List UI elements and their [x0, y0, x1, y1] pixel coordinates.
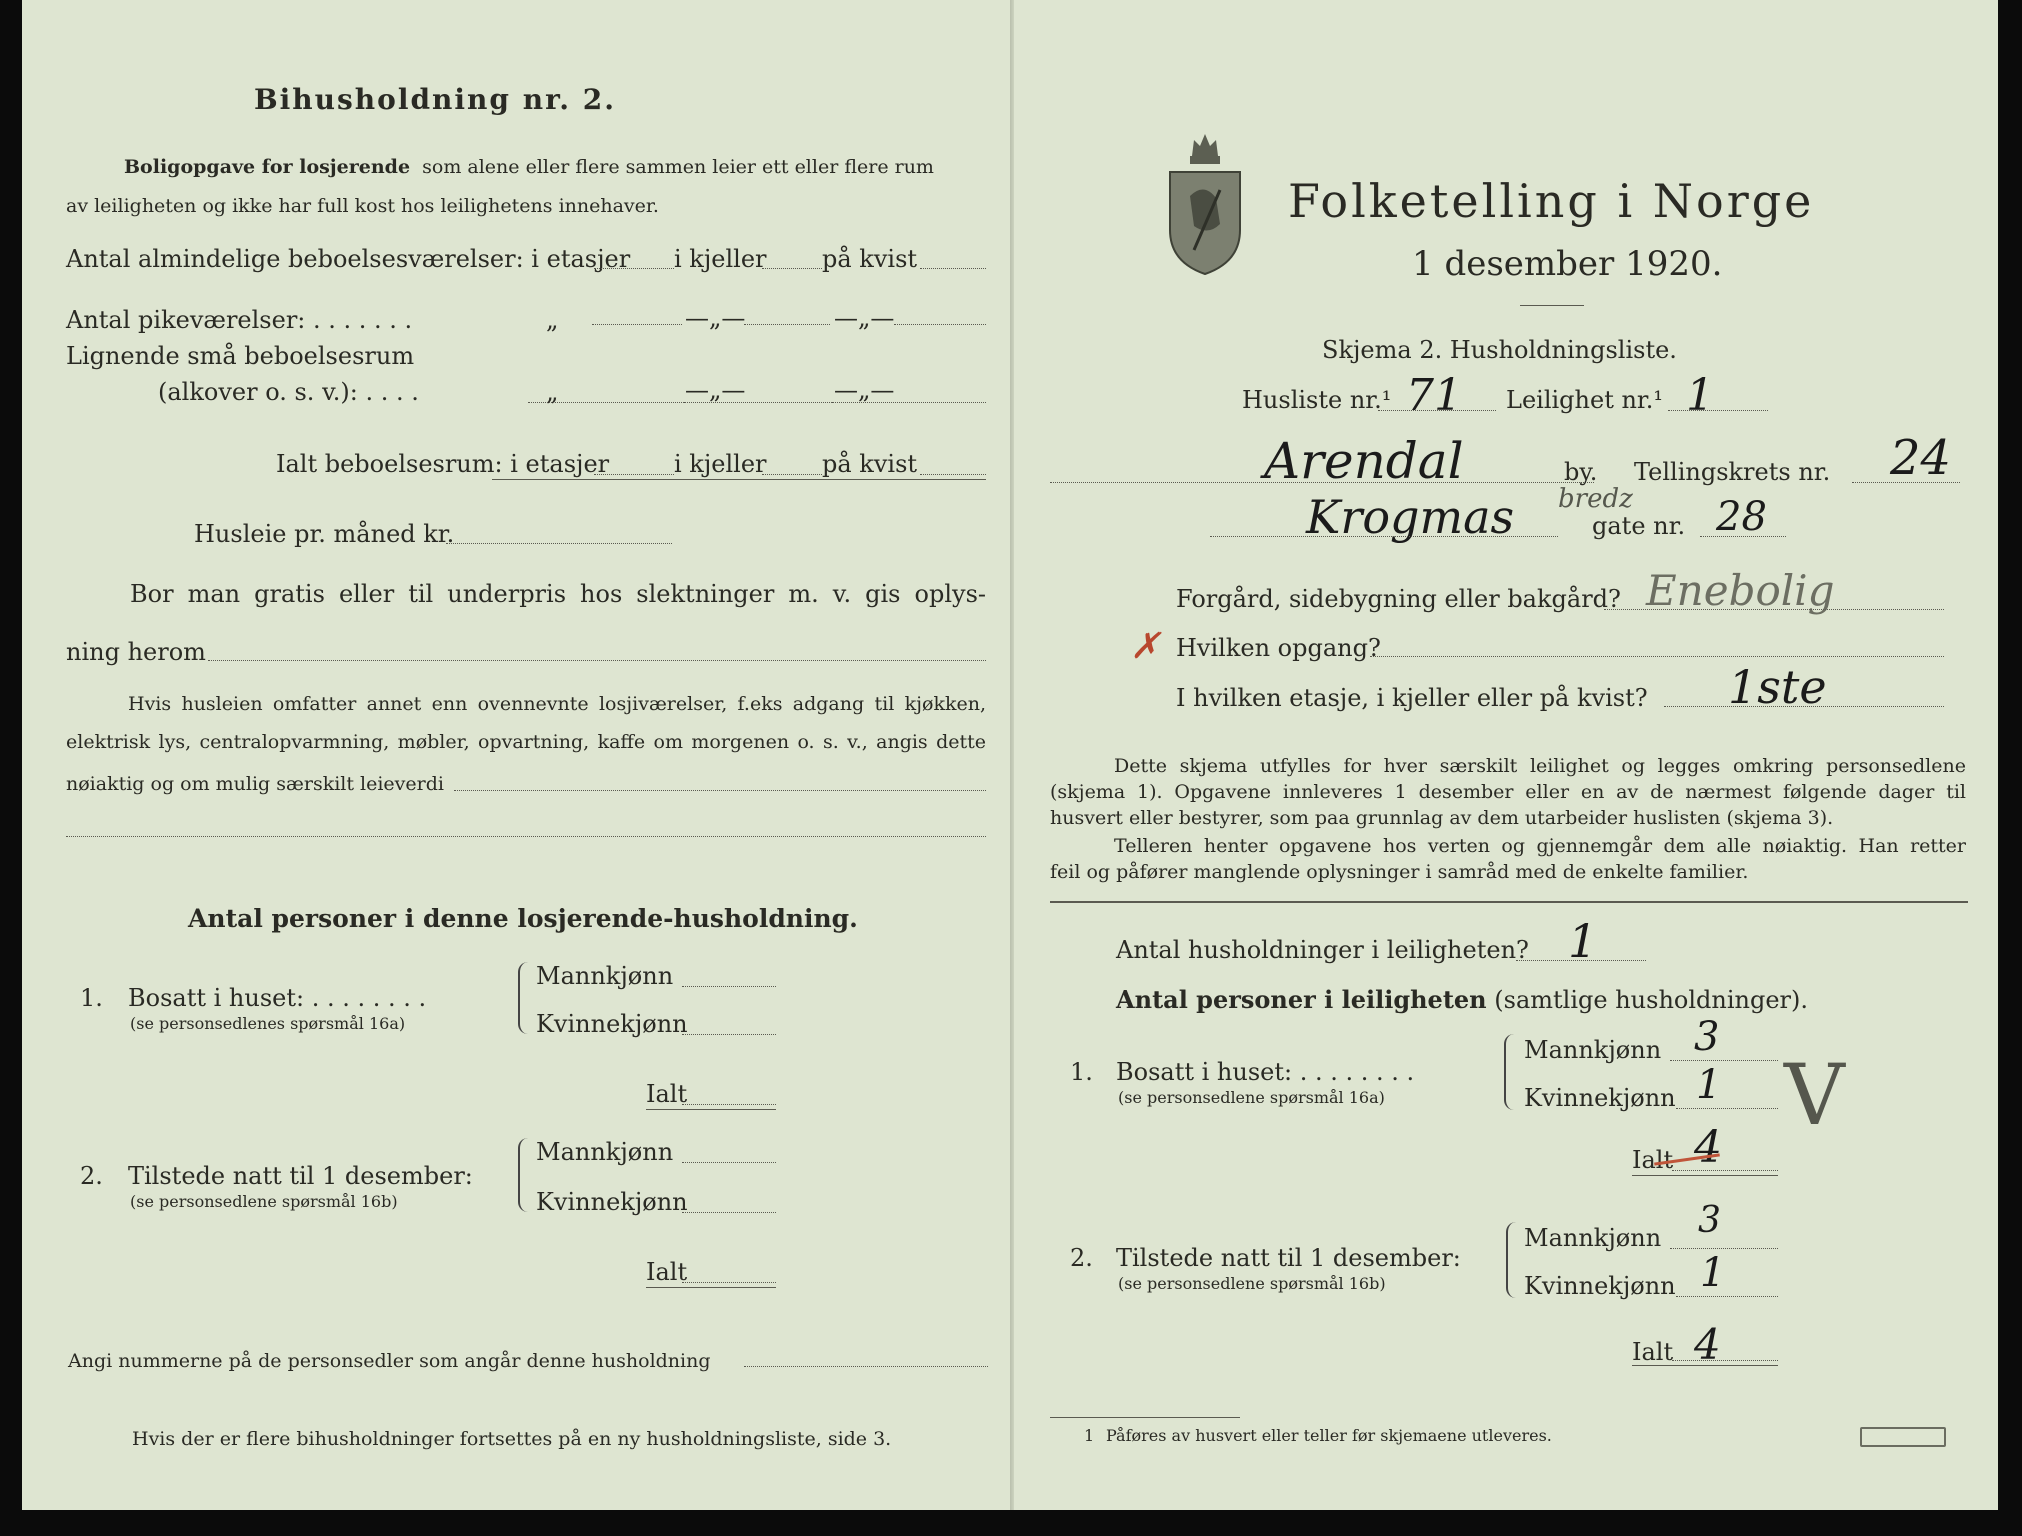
krets-value: 24: [1890, 430, 1952, 486]
lignende-etasjer-field[interactable]: [528, 402, 684, 403]
r-q1-mann-field[interactable]: [1670, 1060, 1778, 1061]
by-value: Arendal: [1264, 432, 1464, 490]
r-q2-kvinne-field[interactable]: [1676, 1296, 1778, 1297]
note-line3: nøiaktig og om mulig særskilt leieverdi: [66, 773, 444, 795]
krets-field[interactable]: [1852, 482, 1960, 483]
q2-brace: [518, 1138, 528, 1212]
r-q1-ialt-underline: [1632, 1175, 1778, 1176]
q1-num: 1.: [80, 984, 103, 1012]
opgang-label: Hvilken opgang?: [1176, 634, 1381, 662]
ialt-etasjer-field[interactable]: [594, 474, 674, 475]
r-q2-kvinne-label: Kvinnekjønn: [1524, 1272, 1676, 1300]
q1-label: Bosatt i huset: . . . . . . . .: [128, 984, 427, 1012]
gratis-line2: ning herom: [66, 638, 206, 666]
r-q2-label: Tilstede natt til 1 desember:: [1116, 1244, 1461, 1272]
q1-ialt-underline: [646, 1109, 776, 1110]
opgang-field[interactable]: [1370, 656, 1944, 657]
r-q2-ialt-field[interactable]: [1672, 1360, 1778, 1361]
q2-label: Tilstede natt til 1 desember:: [128, 1162, 473, 1190]
intro-bold: Boligopgave for losjerende: [124, 156, 411, 178]
intro-rest: som alene eller flere sammen leier ett eller flere rum: [422, 156, 934, 178]
title-rule: [1520, 305, 1584, 306]
pike-ditto-2: —„—: [685, 304, 746, 332]
leilighet-label: Leilighet nr.¹: [1506, 386, 1664, 414]
persons-heading-right: [1116, 986, 1808, 1014]
q1-mann-field[interactable]: [682, 986, 776, 987]
ialt-kvist-label: på kvist: [822, 450, 918, 478]
ialt-kvist-field[interactable]: [920, 474, 986, 475]
krets-label: Tellingskrets nr.: [1634, 458, 1831, 486]
gate-nr-field[interactable]: [1700, 536, 1786, 537]
persons-heading-rest: (samtlige husholdninger).: [1494, 986, 1809, 1014]
intro-line2: av leiligheten og ikke har full kost hos leilighetens innehaver.: [66, 195, 659, 217]
rooms-kvist-field[interactable]: [920, 268, 986, 269]
hush-label: Antal husholdninger i leiligheten?: [1116, 936, 1529, 964]
info-line4: Telleren henter opgavene hos verten og gjennemgår dem alle nøiaktig. Han retter: [1114, 835, 1966, 857]
persons-heading-bold: Antal personer i leiligheten: [1116, 985, 1487, 1014]
forgard-field[interactable]: [1604, 609, 1944, 610]
info-line2: (skjema 1). Opgavene innleveres 1 desember eller en av de nærmest følgende dager til: [1050, 781, 1966, 803]
r-q1-num: 1.: [1070, 1058, 1093, 1086]
lignende-line1: Lignende små beboelsesrum: [66, 342, 415, 370]
census-date: 1 desember 1920.: [1412, 244, 1723, 284]
hush-field[interactable]: [1516, 960, 1646, 961]
r-q1-mann-label: Mannkjønn: [1524, 1036, 1662, 1064]
forgard-label: Forgård, sidebygning eller bakgård?: [1176, 585, 1621, 613]
q1-brace: [518, 962, 528, 1034]
norway-coat-of-arms-icon: [1164, 126, 1246, 276]
ialt-kjeller-label: i kjeller: [674, 450, 767, 478]
printer-stamp: [1860, 1427, 1946, 1447]
husleie-label: Husleie pr. måned kr.: [194, 520, 455, 548]
r-q2-ialt-underline: [1632, 1365, 1778, 1366]
lignende-ditto-2: —„—: [685, 376, 746, 404]
etasje-field[interactable]: [1664, 706, 1944, 707]
rooms-kvist-label: på kvist: [822, 245, 918, 273]
r-q1-kvinne-field[interactable]: [1676, 1108, 1778, 1109]
r-q2-sub: (se personsedlene spørsmål 16b): [1118, 1274, 1386, 1293]
q2-mann-field[interactable]: [682, 1162, 776, 1163]
rooms-kjeller-label: i kjeller: [674, 245, 767, 273]
lignende-ditto-3: —„—: [834, 376, 895, 404]
q1-kvinne-field[interactable]: [682, 1034, 776, 1035]
forgard-value: Enebolig: [1646, 566, 1835, 615]
footnote-rule: [1050, 1417, 1240, 1418]
q1-ialt-label: Ialt: [646, 1080, 688, 1108]
left-page: [22, 0, 1012, 1510]
persons-heading: Antal personer i denne losjerende-husholdning.: [188, 904, 858, 933]
etasje-label: I hvilken etasje, i kjeller eller på kvist?: [1176, 684, 1648, 712]
q2-mann-label: Mannkjønn: [536, 1138, 674, 1166]
opgang-mark: ✗: [1130, 626, 1161, 667]
info-line1: Dette skjema utfylles for hver særskilt leilighet og legges omkring personsedlene: [1114, 755, 1966, 777]
r-q2-ialt-value: 4: [1694, 1320, 1721, 1369]
r-q2-num: 2.: [1070, 1244, 1093, 1272]
pike-kjeller-field[interactable]: [744, 324, 830, 325]
husliste-field[interactable]: [1378, 410, 1496, 411]
check-mark: V: [1784, 1046, 1845, 1144]
pike-ditto-1: „: [546, 306, 559, 334]
skjema-label: Skjema 2. Husholdningsliste.: [1322, 336, 1677, 364]
gate-nr-value: 28: [1716, 494, 1767, 540]
lignende-kvist-field[interactable]: [832, 402, 986, 403]
q2-kvinne-label: Kvinnekjønn: [536, 1188, 688, 1216]
r-q1-brace: [1504, 1034, 1514, 1110]
husliste-value: 71: [1406, 370, 1462, 421]
ialt-kjeller-field[interactable]: [762, 474, 822, 475]
pike-label: Antal pikeværelser: . . . . . . .: [66, 306, 413, 334]
note-field-1[interactable]: [454, 790, 986, 791]
gate-label: gate nr.: [1592, 512, 1686, 540]
note-field-2[interactable]: [66, 836, 986, 837]
lignende-ditto-1: „: [546, 378, 559, 406]
intro-text: [124, 155, 934, 179]
q2-ialt-field[interactable]: [682, 1282, 776, 1283]
husleie-field[interactable]: [446, 543, 672, 544]
r-q1-ialt-value: 4: [1694, 1122, 1722, 1173]
gate-value: Krogmas: [1306, 490, 1515, 544]
bihusholdning-title: Bihusholdning nr. 2.: [254, 83, 616, 116]
r-q1-ialt-field[interactable]: [1672, 1170, 1778, 1171]
r-q2-brace: [1506, 1222, 1516, 1298]
gratis-line1: Bor man gratis eller til underpris hos slektninger m. v. gis oplys-: [130, 580, 986, 608]
q1-mann-label: Mannkjønn: [536, 962, 674, 990]
left-footer: Hvis der er flere bihusholdninger fortsettes på en ny husholdningsliste, side 3.: [132, 1428, 892, 1450]
gate-insert: bredz: [1558, 484, 1633, 514]
q2-kvinne-field[interactable]: [682, 1212, 776, 1213]
r-q2-mann-field[interactable]: [1670, 1248, 1778, 1249]
husliste-label: Husliste nr.¹: [1242, 386, 1392, 414]
census-title: Folketelling i Norge: [1288, 174, 1815, 228]
r-q1-ialt-label: Ialt: [1632, 1146, 1674, 1174]
ialt-underline: [492, 479, 986, 480]
footnote-text: Påføres av husvert eller teller før skjemaene utleveres.: [1106, 1426, 1552, 1445]
leilighet-value: 1: [1686, 370, 1714, 421]
r-q1-mann-value: 3: [1694, 1014, 1720, 1060]
by-field[interactable]: [1050, 482, 1594, 483]
q2-ialt-underline: [646, 1287, 776, 1288]
hush-value: 1: [1568, 914, 1598, 968]
lignende-kjeller-field[interactable]: [684, 402, 832, 403]
by-label: by.: [1564, 458, 1598, 486]
footnote-num: 1: [1084, 1426, 1095, 1445]
r-q2-mann-value: 3: [1698, 1200, 1721, 1241]
q2-ialt-label: Ialt: [646, 1258, 688, 1286]
info-line5: feil og påfører manglende oplysninger i samråd med de enkelte familier.: [1050, 861, 1749, 883]
q1-sub: (se personsedlenes spørsmål 16a): [130, 1014, 406, 1033]
gate-field[interactable]: [1210, 536, 1558, 537]
r-q2-kvinne-value: 1: [1700, 1250, 1726, 1296]
info-line3: husvert eller bestyrer, som paa grunnlag av dem utarbeider huslisten (skjema 3).: [1050, 807, 1834, 829]
q2-sub: (se personsedlene spørsmål 16b): [130, 1192, 398, 1211]
r-q1-sub: (se personsedlene spørsmål 16a): [1118, 1088, 1385, 1107]
gratis-field[interactable]: [208, 660, 986, 661]
right-page: [1014, 0, 1998, 1510]
leilighet-field[interactable]: [1668, 410, 1768, 411]
angi-text: Angi nummerne på de personsedler som angår denne husholdning: [68, 1350, 711, 1372]
pike-kvist-field[interactable]: [894, 324, 986, 325]
q1-kvinne-label: Kvinnekjønn: [536, 1010, 688, 1038]
r-q1-kvinne-value: 1: [1696, 1062, 1722, 1108]
r-q1-label: Bosatt i huset: . . . . . . . .: [1116, 1058, 1415, 1086]
rooms-etasjer-field[interactable]: [594, 268, 674, 269]
note-line1: Hvis husleien omfatter annet enn ovennevnte losjiværelser, f.eks adgang til kjøkken,: [128, 693, 986, 715]
q2-num: 2.: [80, 1162, 103, 1190]
r-q2-mann-label: Mannkjønn: [1524, 1224, 1662, 1252]
q1-ialt-field[interactable]: [682, 1104, 776, 1105]
lignende-line2: (alkover o. s. v.): . . . .: [158, 378, 419, 406]
r-q1-kvinne-label: Kvinnekjønn: [1524, 1084, 1676, 1112]
rooms-kjeller-field[interactable]: [762, 268, 822, 269]
ialt-rooms-label: Ialt beboelsesrum: i etasjer: [276, 450, 610, 478]
pike-etasjer-field[interactable]: [592, 324, 682, 325]
note-line2: elektrisk lys, centralopvarmning, møbler, opvartning, kaffe om morgenen o. s. v., angis dette: [66, 731, 986, 753]
pike-ditto-3: —„—: [834, 304, 895, 332]
r-q2-ialt-label: Ialt: [1632, 1338, 1674, 1366]
rooms-label: Antal almindelige beboelsesværelser: i etasjer: [66, 245, 631, 273]
etasje-value: 1ste: [1728, 660, 1827, 714]
section-rule: [1050, 901, 1968, 903]
angi-field[interactable]: [744, 1366, 988, 1367]
